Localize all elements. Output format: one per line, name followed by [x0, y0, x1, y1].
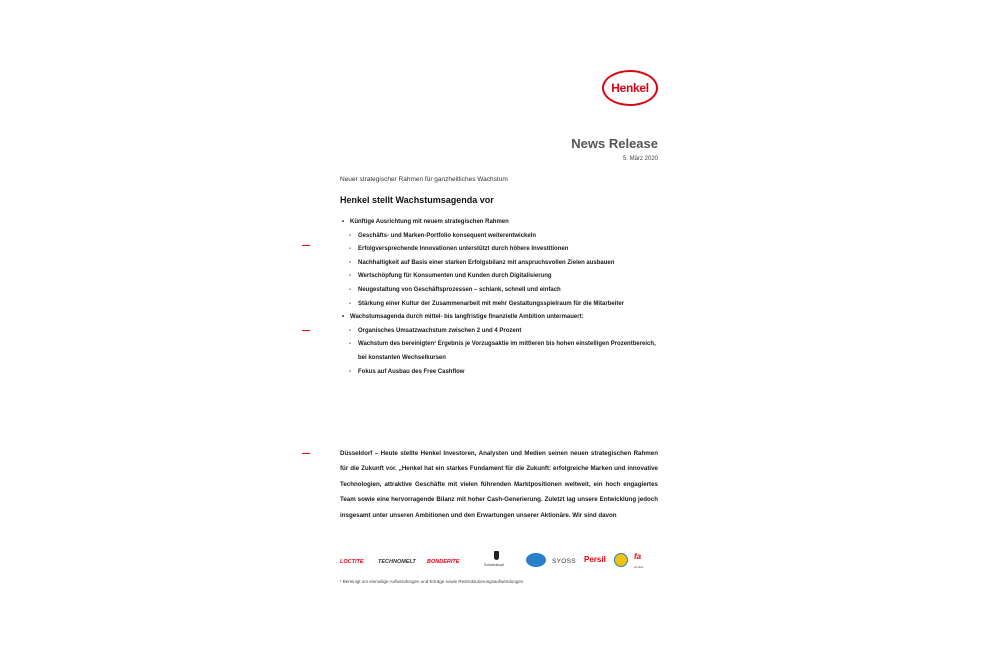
bullet-item: - Organisches Umsatzwachstum zwischen 2 und 4 Prozent	[349, 327, 522, 334]
bullet-item: - Erfolgversprechende Innovationen unterstützt durch höhere Investitionen	[349, 246, 569, 253]
brand-strip	[338, 551, 660, 573]
bullet-item: - Nachhaltigkeit auf Basis einer starken Erfolgsbilanz mit anspruchsvollen Zielen ausbauen	[349, 259, 615, 266]
henkel-logo: Henkel	[602, 70, 658, 106]
technomelt-logo: TECHNOMELT	[378, 559, 416, 565]
release-title: News Release	[571, 136, 658, 151]
persil-oval-icon	[526, 553, 546, 567]
syoss-logo: SYOSS	[552, 558, 576, 565]
bonderite-logo: BONDERITE	[427, 559, 460, 565]
bullet-item: - Neugestaltung von Geschäftsprozessen – schlank, schnell und einfach	[349, 286, 561, 293]
loctite-logo: LOCTITE	[340, 559, 364, 565]
subtitle: Neuer strategischer Rahmen für ganzheitliches Wachstum	[340, 176, 508, 183]
fa-logo: fa	[634, 552, 642, 561]
persil-logo: Persil	[584, 555, 606, 564]
bullet-item: - Geschäfts- und Marken-Portfolio konsequent weiterentwickeln	[349, 232, 537, 239]
schwarzkopf-logo: Schwarzkopf	[484, 551, 510, 571]
fa-logo-subtext: Henkel	[634, 565, 644, 569]
brand-circle-icon	[614, 553, 628, 567]
body-paragraph: Düsseldorf – Heute stellte Henkel Investoren, Analysten und Medien seinen neuen strategischen Rahmen für die Zukunft vor. „Henkel hat ein starkes Fundament für die Zukunft: erfolgreiche Marken und innovative Technologien, attraktive Geschäfte mit vielen führenden Marktpositionen weltweit, ein hoch engagiertes Team sowie eine hervorragende Bilanz mit hoher Cash-Generierung. Zuletzt lag unsere Entwicklung jedoch insgesamt unter unseren Ambitionen und den Erwartungen unserer Aktionäre. Wir sind davon	[340, 450, 658, 519]
bullet-item: • Wachstumsagenda durch mittel- bis langfristige finanzielle Ambition untermauert:	[342, 314, 584, 321]
bullet-item: - Wertschöpfung für Konsumenten und Kunden durch Digitalisierung	[349, 273, 552, 280]
margin-mark	[302, 453, 310, 454]
bullet-item: - Stärkung einer Kultur der Zusammenarbeit mit mehr Gestaltungsspielraum für die Mitarbeiter	[349, 300, 625, 307]
headline: Henkel stellt Wachstumsagenda vor	[340, 195, 494, 205]
margin-mark	[302, 245, 310, 246]
release-date: 5. März 2020	[622, 156, 658, 162]
bullet-item: • Künftige Ausrichtung mit neuem strategischen Rahmen	[342, 219, 509, 225]
margin-mark	[302, 330, 310, 331]
bullet-item: - Fokus auf Ausbau des Free Cashflow	[349, 368, 465, 375]
bullet-list	[340, 216, 660, 379]
press-release-page	[338, 60, 660, 600]
schwarzkopf-emblem-icon	[494, 551, 499, 560]
footnote: ¹ Bereinigt um einmalige Aufwendungen und Erträge sowie Restrukturierungsaufwendungen	[340, 579, 524, 584]
bullet-item: - Wachstum des bereinigten¹ Ergebnis je Vorzugsaktie im mittleren bis hohen einstelligen Prozentbereich, bei konstanten Wechselkursen	[349, 341, 656, 361]
